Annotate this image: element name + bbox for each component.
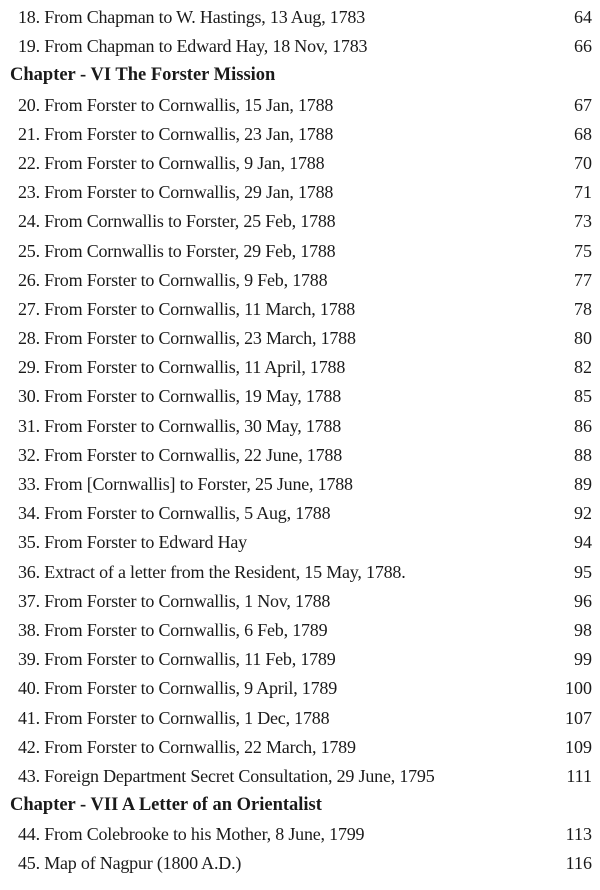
toc-entry (0, 411, 600, 440)
entry-page-number: 86 (574, 415, 592, 436)
entry-page-number: 71 (574, 182, 592, 203)
entry-title: 44. From Colebrooke to his Mother, 8 June, 1799 (18, 824, 365, 845)
entry-page-number: 96 (574, 590, 592, 611)
entry-page-number: 111 (566, 765, 592, 786)
entry-title: 31. From Forster to Cornwallis, 30 May, 1788 (18, 415, 342, 436)
toc-entry (0, 148, 600, 177)
entry-page-number: 116 (565, 853, 592, 874)
chapter-heading-row (0, 60, 600, 89)
toc-entry (0, 236, 600, 265)
entry-title: 23. From Forster to Cornwallis, 29 Jan, 1788 (18, 182, 334, 203)
entry-title: 25. From Cornwallis to Forster, 29 Feb, 1788 (18, 240, 336, 261)
entry-title: 45. Map of Nagpur (1800 A.D.) (18, 853, 242, 874)
entry-title: 43. Foreign Department Secret Consultation, 29 June, 1795 (18, 765, 435, 786)
entry-title: 24. From Cornwallis to Forster, 25 Feb, 1788 (18, 211, 336, 232)
entry-title: 28. From Forster to Cornwallis, 23 March, 1788 (18, 328, 356, 349)
entry-page-number: 107 (565, 707, 592, 728)
toc-entry (0, 615, 600, 644)
entry-title: 40. From Forster to Cornwallis, 9 April, 1789 (18, 678, 337, 699)
entry-title: 41. From Forster to Cornwallis, 1 Dec, 1788 (18, 707, 330, 728)
entry-page-number: 73 (574, 211, 592, 232)
toc-entry (0, 440, 600, 469)
entry-page-number: 100 (565, 678, 592, 699)
entry-page-number: 66 (574, 36, 592, 57)
entry-page-number: 70 (574, 152, 592, 173)
toc-entry (0, 703, 600, 732)
toc-entry (0, 673, 600, 702)
entry-title: 20. From Forster to Cornwallis, 15 Jan, 1788 (18, 94, 334, 115)
toc-entry (0, 352, 600, 381)
entry-title: 38. From Forster to Cornwallis, 6 Feb, 1789 (18, 619, 328, 640)
entry-page-number: 109 (565, 736, 592, 757)
toc-entry (0, 294, 600, 323)
entry-title: 39. From Forster to Cornwallis, 11 Feb, 1789 (18, 649, 336, 670)
toc-entry (0, 206, 600, 235)
entry-page-number: 78 (574, 298, 592, 319)
entry-title: 42. From Forster to Cornwallis, 22 March, 1789 (18, 736, 356, 757)
entry-title: 21. From Forster to Cornwallis, 23 Jan, 1788 (18, 123, 334, 144)
entry-title: 26. From Forster to Cornwallis, 9 Feb, 1788 (18, 269, 328, 290)
entry-page-number: 98 (574, 619, 592, 640)
chapter-heading: Chapter - VI The Forster Mission (10, 65, 276, 86)
toc-entry (0, 31, 600, 60)
chapter-heading: Chapter - VII A Letter of an Orientalist (10, 795, 322, 816)
entry-title: 37. From Forster to Cornwallis, 1 Nov, 1788 (18, 590, 331, 611)
toc-entry (0, 119, 600, 148)
toc-entry (0, 527, 600, 556)
toc-entry (0, 848, 600, 877)
toc-entry (0, 177, 600, 206)
entry-page-number: 82 (574, 357, 592, 378)
entry-title: 22. From Forster to Cornwallis, 9 Jan, 1788 (18, 152, 325, 173)
entry-page-number: 77 (574, 269, 592, 290)
entry-title: 27. From Forster to Cornwallis, 11 March, 1788 (18, 298, 356, 319)
entry-page-number: 64 (574, 7, 592, 27)
toc-entry (0, 90, 600, 119)
entry-page-number: 88 (574, 444, 592, 465)
toc-entry (0, 381, 600, 410)
toc-entry (0, 761, 600, 790)
toc-entry (0, 644, 600, 673)
entry-title: 35. From Forster to Edward Hay (18, 532, 247, 553)
entry-page-number: 85 (574, 386, 592, 407)
entry-title: 32. From Forster to Cornwallis, 22 June, 1788 (18, 444, 342, 465)
entry-page-number: 75 (574, 240, 592, 261)
toc-entry (0, 819, 600, 848)
toc-entry (0, 732, 600, 761)
toc-entry (0, 557, 600, 586)
entry-title: 33. From [Cornwallis] to Forster, 25 June, 1788 (18, 474, 353, 494)
entry-page-number: 89 (574, 474, 592, 494)
entry-page-number: 68 (574, 123, 592, 144)
toc-entry (0, 323, 600, 352)
table-of-contents (0, 2, 600, 878)
toc-entry (0, 498, 600, 527)
toc-entry (0, 265, 600, 294)
entry-page-number: 99 (574, 649, 592, 670)
toc-entry (0, 586, 600, 615)
entry-title: 30. From Forster to Cornwallis, 19 May, 1788 (18, 386, 342, 407)
entry-page-number: 94 (574, 532, 592, 553)
entry-title: 19. From Chapman to Edward Hay, 18 Nov, 1783 (18, 36, 368, 57)
entry-title: 29. From Forster to Cornwallis, 11 April, 1788 (18, 357, 346, 378)
entry-page-number: 92 (574, 503, 592, 524)
entry-page-number: 95 (574, 561, 592, 582)
toc-entry (0, 2, 600, 31)
chapter-heading-row (0, 790, 600, 819)
entry-title: 18. From Chapman to W. Hastings, 13 Aug, 1783 (18, 7, 366, 27)
entry-title: 34. From Forster to Cornwallis, 5 Aug, 1788 (18, 503, 331, 524)
toc-entry (0, 469, 600, 498)
entry-page-number: 80 (574, 328, 592, 349)
entry-page-number: 67 (574, 94, 592, 115)
entry-title: 36. Extract of a letter from the Resident, 15 May, 1788. (18, 561, 406, 582)
entry-page-number: 113 (565, 824, 592, 845)
